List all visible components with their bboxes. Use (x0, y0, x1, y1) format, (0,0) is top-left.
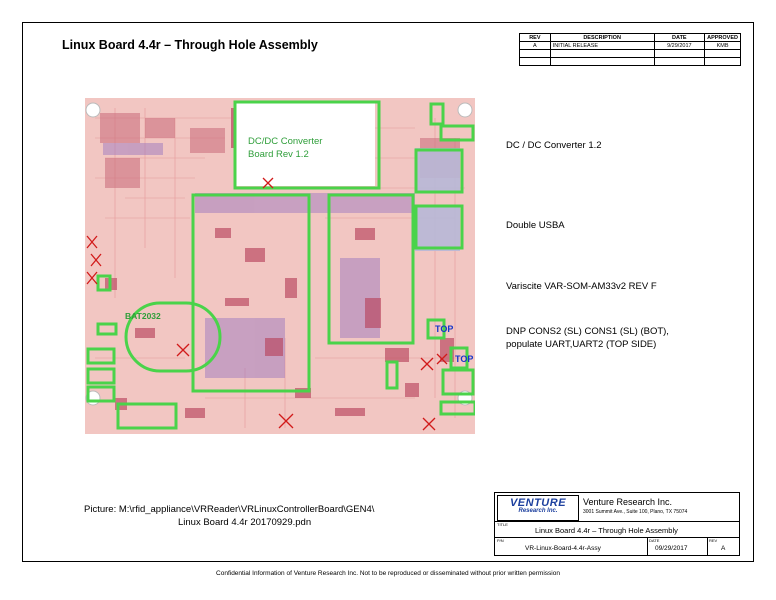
revision-row (520, 42, 741, 50)
pn-field-label: P/N (497, 538, 504, 543)
revision-empty-row (520, 58, 741, 66)
logo-line2: Research Inc. (518, 508, 558, 514)
picture-path-line1: Picture: M:\rfid_appliance\VRReader\VRLinuxControllerBoard\GEN4\ (84, 504, 375, 515)
note-dnp-line2: populate UART,UART2 (TOP SIDE) (506, 339, 657, 350)
revision-empty-row (520, 50, 741, 58)
revision-header-row (520, 34, 741, 42)
drawing-rev: A (721, 545, 726, 552)
description-header: DESCRIPTION (550, 34, 654, 42)
logo-line1: VENTURE (509, 497, 567, 509)
revision-date: 9/29/2017 (654, 42, 705, 50)
note-double-usb: Double USBA (506, 220, 565, 231)
approved-header: APPROVED (705, 34, 741, 42)
date-header: DATE (654, 34, 705, 42)
picture-path-line2: Linux Board 4.4r 20170929.pdn (178, 517, 312, 528)
company-address: 3001 Summit Ave., Suite 100, Plano, TX 75074 (583, 509, 688, 515)
rev-field-label: REV (709, 538, 718, 543)
part-number: VR-Linux-Board-4.4r-Assy (525, 545, 601, 552)
company-name: Venture Research Inc. (583, 497, 673, 507)
title-field-label: TITLE (497, 522, 508, 527)
revision-table (519, 33, 741, 66)
date-field-label: DATE (649, 538, 660, 543)
dc-converter-board-label (248, 135, 358, 161)
battery-label: BAT2032 (125, 311, 161, 321)
rev-header: REV (520, 34, 551, 42)
top-label-1: TOP (435, 324, 454, 334)
document-title: Linux Board 4.4r – Through Hole Assembly (62, 38, 318, 52)
title-block-title: Linux Board 4.4r – Through Hole Assembly (535, 526, 678, 535)
note-variscite-som: Variscite VAR-SOM-AM33v2 REV F (506, 281, 657, 292)
confidential-footer: Confidential Information of Venture Research Inc. Not to be reproduced or disseminated without prior written permission (216, 570, 560, 577)
top-label-2: TOP (455, 354, 474, 364)
title-block (494, 492, 740, 556)
revision-approved: KMB (705, 42, 741, 50)
note-dc-converter: DC / DC Converter 1.2 (506, 140, 602, 151)
company-logo (497, 495, 579, 521)
drawing-date: 09/29/2017 (655, 545, 688, 552)
picture-path (84, 503, 374, 529)
dc-converter-label-line2: Board Rev 1.2 (248, 149, 309, 160)
note-dnp (506, 325, 669, 351)
note-dnp-line1: DNP CONS2 (SL) CONS1 (SL) (BOT), (506, 326, 669, 337)
dc-converter-label-line1: DC/DC Converter (248, 136, 323, 147)
revision-rev: A (520, 42, 551, 50)
revision-description: INITIAL RELEASE (550, 42, 654, 50)
